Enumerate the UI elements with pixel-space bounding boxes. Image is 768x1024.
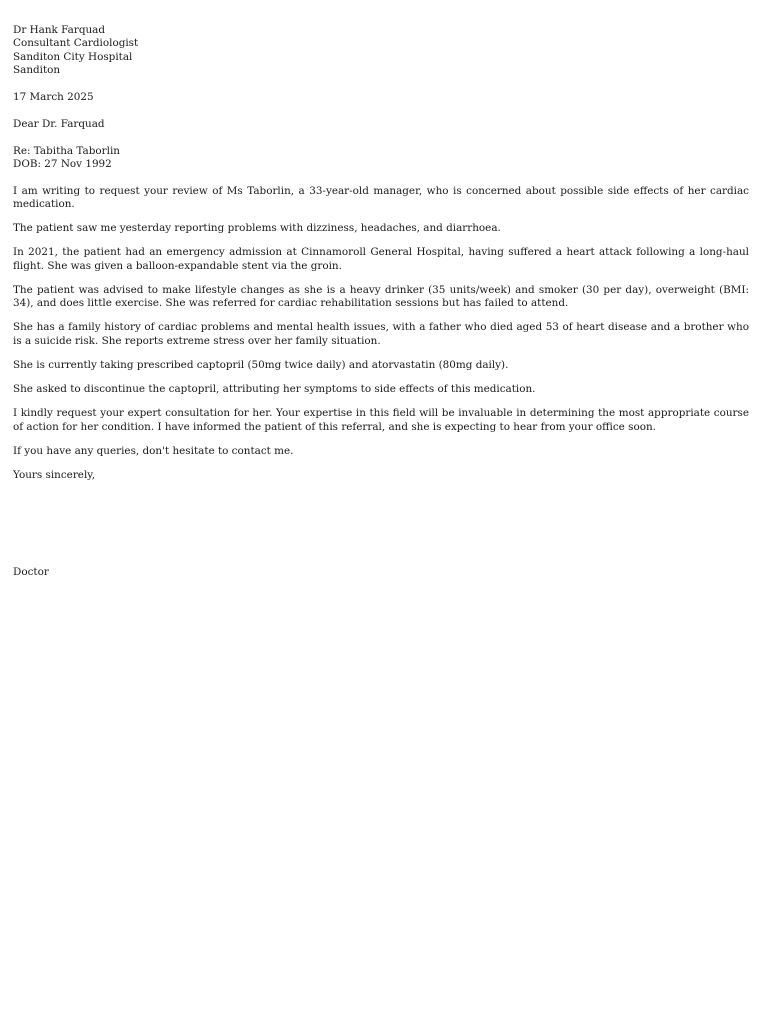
patient-dob: DOB: 27 Nov 1992 — [13, 158, 112, 171]
body-paragraph: She asked to discontinue the captopril, attributing her symptoms to side effects of this medication. — [13, 383, 536, 395]
signature-space — [13, 482, 749, 566]
letter — [13, 24, 749, 580]
patient-reference — [13, 145, 749, 172]
patient-name: Re: Tabitha Taborlin — [13, 144, 120, 157]
body-paragraph: The patient saw me yesterday reporting problems with dizziness, headaches, and diarrhoea. — [13, 222, 501, 235]
signature: Doctor — [13, 566, 49, 579]
closing: Yours sincerely, — [13, 468, 96, 481]
recipient-hospital: Sanditon City Hospital — [13, 50, 133, 63]
spacer — [13, 131, 749, 144]
body-paragraph: The patient was advised to make lifestyle changes as she is a heavy drinker (35 units/week) and smoker (30 per day), overweight (BMI: 34), and does little exercise. She was referred for cardiac rehabilitation sessions but has failed to attend. — [13, 283, 749, 310]
letter-date: 17 March 2025 — [13, 91, 94, 104]
recipient-city: Sanditon — [13, 64, 61, 77]
body-paragraph: If you have any queries, don't hesitate to contact me. — [13, 444, 294, 457]
recipient-title: Consultant Cardiologist — [13, 37, 139, 50]
salutation: Dear Dr. Farquad — [13, 117, 105, 130]
recipient-name: Dr Hank Farquad — [13, 24, 106, 36]
spacer — [13, 78, 749, 91]
body-paragraph: In 2021, the patient had an emergency admission at Cinnamoroll General Hospital, having suffered a heart attack following a long-haul flight. She was given a balloon-expandable stent via the groin. — [13, 246, 749, 272]
spacer — [13, 171, 749, 184]
spacer — [13, 104, 749, 117]
body-paragraph: I am writing to request your review of Ms Taborlin, a 33-year-old manager, who is concerned about possible side effects of her cardiac medication. — [13, 184, 749, 211]
body-paragraph: I kindly request your expert consultation for her. Your expertise in this field will be invaluable in determining the most appropriate course of action for her condition. I have informed the patient of this referral, and she is expecting to hear from your office soon. — [13, 407, 749, 433]
recipient-address — [13, 24, 749, 78]
body-paragraph: She has a family history of cardiac problems and mental health issues, with a father who died aged 53 of heart disease and a brother who is a suicide risk. She reports extreme stress over her family situation. — [13, 321, 749, 347]
body-paragraph: She is currently taking prescribed captopril (50mg twice daily) and atorvastatin (80mg daily). — [13, 358, 509, 371]
